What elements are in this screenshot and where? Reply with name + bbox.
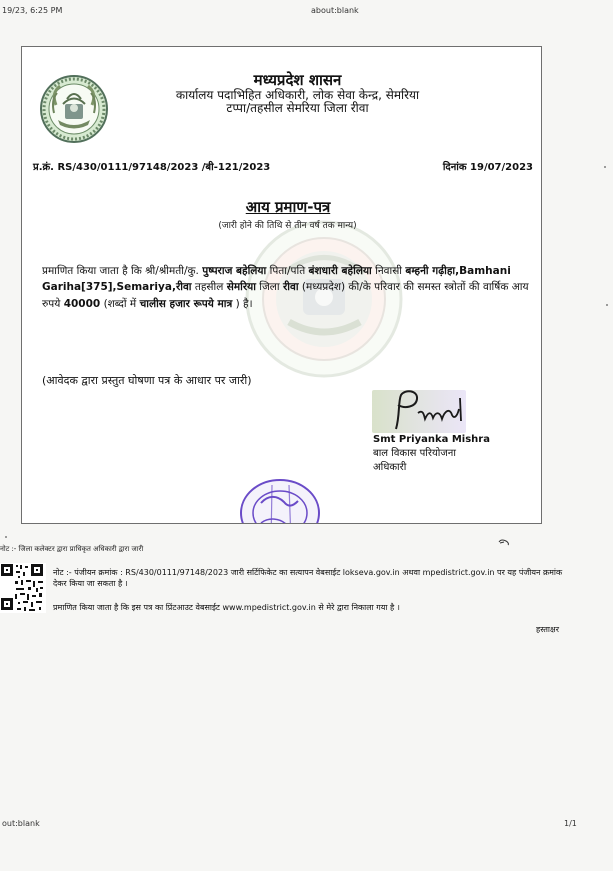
body-tehsil-label: तहसील [194, 281, 224, 294]
resident-place: बम्हनी गढ़ीहा,Bamhani Gariha[375],Semariya,रीवा [42, 265, 511, 294]
verification-note: नोट :- पंजीयन क्रमांक : RS/430/0111/97148/2023 जारी सर्टिफिकेट का सत्यापन वेबसाईट lokseva.gov.in अथवा mpedistrict.gov.in पर यह पंजीयन क्रमांक देकर किया जा सकता है । [53, 568, 563, 589]
date-value: 19/07/2023 [470, 162, 533, 173]
signature-label: हस्ताक्षर [536, 625, 559, 634]
reference-prefix: प्र.क्रं. [33, 162, 54, 173]
madhya-pradesh-emblem-icon [39, 74, 109, 144]
date-label: दिनांक [442, 162, 467, 173]
body-ending: ) है। [235, 297, 253, 310]
browser-title: about:blank [311, 6, 359, 15]
body-words-label: (शब्दों में [103, 297, 137, 310]
page-indicator: 1/1 [564, 819, 577, 828]
certificate-body [42, 263, 532, 312]
paper-dot [5, 536, 7, 538]
declaration-text: (आवेदक द्वारा प्रस्तुत घोषणा पत्र के आधार पर जारी) [42, 374, 252, 387]
signatory-designation-line2: अधिकारी [373, 462, 407, 474]
body-intro: प्रमाणित किया जाता है कि श्री/श्रीमती/कु. [42, 265, 199, 277]
browser-url: out:blank [2, 819, 40, 828]
body-income-text: (मध्यप्रदेश) की/के परिवार की समस्त स्त्रोतों की वार्षिक आय रुपये [42, 281, 529, 310]
qr-code-icon [0, 563, 46, 613]
certificate-title: आय प्रमाण-पत्र [245, 198, 331, 216]
signatory-name: Smt Priyanka Mishra [373, 434, 490, 445]
ink-mark-icon [498, 538, 510, 546]
certificate-validity: (जारी होने की तिथि से तीन वर्ष तक मान्य) [218, 221, 357, 231]
father-name: बंशधारी बहेलिया [308, 265, 372, 277]
applicant-name: पुष्पराज बहेलिया [202, 265, 267, 277]
tehsil-name: सेमरिया [226, 281, 256, 294]
income-amount: 40000 [63, 297, 101, 310]
browser-datetime: 19/23, 6:25 PM [2, 6, 63, 15]
government-name: मध्यप्रदेश शासन [253, 71, 342, 89]
income-in-words: चालीस हजार रूपये मात्र [139, 297, 233, 310]
reference-row [33, 159, 533, 173]
paper-dot [604, 166, 606, 168]
body-father-label: पिता/पति [269, 265, 306, 277]
signatory-designation-line1: बाल विकास परियोजना [373, 448, 456, 460]
paper-dot [606, 304, 608, 306]
body-resident-label: निवासी [375, 265, 403, 277]
reference-number: RS/430/0111/97148/2023 /बी-121/2023 [57, 162, 271, 173]
official-stamp-icon [223, 465, 343, 524]
signature-icon [370, 384, 472, 438]
certificate-paper [21, 46, 542, 524]
body-district-label: जिला [259, 281, 280, 294]
district-name: रीवा [282, 281, 299, 294]
issue-date [443, 159, 533, 173]
signatory-block [373, 433, 490, 476]
office-line: कार्यालय पदाभिहित अधिकारी, लोक सेवा केन्द्र, सेमरिया [175, 87, 420, 102]
footer-note: नोट :- जिला कलेक्टर द्वारा प्राधिकृत अधिकारी द्वारा जारी [0, 545, 144, 553]
location-line: टप्पा/तहसील सेमरिया जिला रीवा [226, 100, 369, 115]
certificate-header [145, 72, 450, 115]
printout-note: प्रमाणित किया जाता है कि इस पत्र का प्रिंटआउट वेबसाईट www.mpedistrict.gov.in से मेरे द्वारा निकाला गया है । [53, 603, 400, 612]
